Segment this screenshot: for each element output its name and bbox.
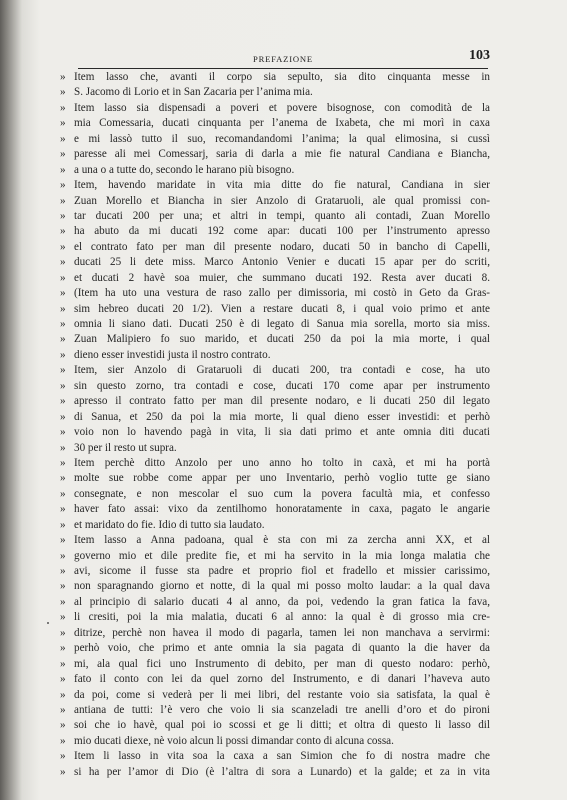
text-line [60,101,490,116]
text-line [60,657,490,672]
text-line [60,595,490,610]
guillemet-marker: » [60,626,66,639]
text-line [60,394,490,409]
text-line [60,471,490,486]
text-line [60,132,490,147]
text-line [60,85,490,100]
guillemet-marker: » [60,456,66,469]
guillemet-marker: » [60,209,66,222]
line-text: avi, sicome il fusse sta padre et proprio fiol et fradello et missier carissimo, [74,565,490,577]
text-line [60,425,490,440]
text-line [60,672,490,687]
line-text: ha abuto da mi ducati 192 come apar: ducati 100 per l’instrumento apresso [74,225,490,238]
text-line [60,163,490,178]
line-text: mio ducati diexe, nè voio alcun li possi dimandar conto di alcuna cossa. [74,734,394,747]
text-line [60,240,490,255]
line-text: 30 per il resto ut supra. [74,441,177,454]
line-text: Item li lasso in vita soa la caxa a san Simion che fo di nostra madre che [74,750,490,763]
guillemet-marker: » [60,673,66,686]
guillemet-marker: » [60,256,66,269]
line-text: et maridato do fie. Idio di tutto sia laudato. [74,518,265,531]
text-line [60,487,490,502]
guillemet-marker: » [60,657,66,670]
guillemet-marker: » [60,348,66,361]
line-text: fato il conto con lei da quel zorno del Instrumento, e di danari l’haveva auto [74,673,490,686]
text-line [60,688,490,703]
text-line [60,765,490,780]
running-header [78,48,488,69]
text-line [60,456,490,471]
line-text: haver fato assai: vixo da zentilhomo honoratamente in caxa, pagato le angarie [74,503,490,516]
text-line [60,610,490,625]
text-line [60,286,490,301]
line-text: consegnate, e non mescolar el suo cum la povera facultà mia, et confesso [74,487,490,500]
running-title: PREFAZIONE [253,54,313,64]
line-text: da poi, come si vederà per li mei libri, del restante voio sia satisfata, la qual è [74,688,490,701]
line-text: e mi lassò tutto il suo, recomandandomi l’anima; la qual elimosina, si cussì [74,132,490,145]
line-text: si ha per l’amor di Dio (è l’altra di sora a Lunardo) et la galde; et za in vita [74,765,490,778]
line-text: di Sanua, et 250 da poi la mia morte, li qual dieno esser investidi: et perhò [74,410,490,423]
line-text: S. Jacomo di Lorio et in San Zacaria per l’anima mia. [74,86,313,99]
line-text: omnia li siano dati. Ducati 250 è di legato di Sanua mia sorella, morto sia miss. [74,318,490,330]
line-text: paresse ali mei Comessarj, saria di darla a mie fie natural Candiana e Biancha, [74,148,490,161]
text-line [60,317,490,332]
text-line [60,549,490,564]
line-text: Item, havendo maridate in vita mia ditte do fie natural, Candiana in sier [74,179,490,192]
guillemet-marker: » [60,534,66,547]
text-line [60,734,490,749]
guillemet-marker: » [60,734,66,747]
line-text: molte sue robbe come appar per uno Inventario, perhò voglio tutte ge siano [74,472,490,485]
guillemet-marker: » [60,163,66,176]
line-text: Item lasso che, avanti il corpo sia sepulto, sia dito cinquanta messe in [74,71,490,83]
guillemet-marker: » [60,410,66,423]
guillemet-marker: » [60,318,66,330]
line-text: sim hebreo ducati 20 1/2). Vien a restare ducati 8, i qual voio primo et ante [74,302,490,315]
text-line [60,564,490,579]
line-text: et ducati 2 havè soa muier, che summano ducati 192. Resta aver ducati 8. [74,271,490,284]
line-text: Item lasso a Anna padoana, qual è sta con mi za zercha anni XX, et al [74,534,490,547]
text-line [60,502,490,517]
guillemet-marker: » [60,472,66,485]
line-text: (Item ha uto una vestura de raso zallo per dimissoria, mi costò in Geto da Gras- [74,287,490,300]
guillemet-marker: » [60,117,66,130]
guillemet-marker: » [60,688,66,701]
line-text: soi che io havè, qual poi io scossi et ge li ditti; et oltra di questo li lasso dil [74,719,490,732]
guillemet-marker: » [60,487,66,500]
line-text: dieno esser investidi justa il nostro contrato. [74,348,271,361]
line-text: al principio di salario ducati 4 al anno, da poi, vedendo la gran fatica la fava, [74,595,490,608]
line-text: Zuan Morello et Biancha in sier Anzolo di Grataruoli, ale qual promissi con- [74,194,490,207]
guillemet-marker: » [60,565,66,577]
text-line [60,410,490,425]
text-line [60,224,490,239]
guillemet-marker: » [60,750,66,763]
guillemet-marker: » [60,86,66,99]
guillemet-marker: » [60,333,66,346]
guillemet-marker: » [60,240,66,253]
guillemet-marker: » [60,580,66,593]
text-line [60,332,490,347]
text-line [60,518,490,533]
text-line [60,348,490,363]
line-text: Zuan Malipiero fo suo marido, et ducati 250 da poi la mia morte, i qual [74,333,490,346]
guillemet-marker: » [60,364,66,377]
guillemet-marker: » [60,703,66,716]
line-text: perhò voio, che primo et ante omnia la sia pagata di quanto la die haver da [74,642,490,655]
text-line [60,626,490,641]
text-line [60,703,490,718]
guillemet-marker: » [60,287,66,300]
line-text: ducati 25 li dete miss. Marco Antonio Venier e ducati 15 apar per do scriti, [74,256,490,269]
guillemet-marker: » [60,441,66,454]
line-text: li cresiti, poi la mia malatia, ducati 6 al anno: la qual è di grosso mia cre- [74,611,490,624]
guillemet-marker: » [60,179,66,192]
line-text: mia Comessaria, ducati cinquanta per l’anema de Ixabeta, che mi morì in caxa [74,117,490,130]
line-text: a una o a tutte do, secondo le harano più bisogno. [74,163,295,176]
text-line [60,178,490,193]
guillemet-marker: » [60,194,66,207]
line-text: antiana de tutti: l’è vero che voio li sia scanzeladi tre anelli d’oro et do pironi [74,703,490,716]
ink-speck [47,622,49,624]
guillemet-marker: » [60,611,66,624]
text-line [60,209,490,224]
text-line [60,147,490,162]
guillemet-marker: » [60,379,66,392]
line-text: mi, ala qual fici uno Instrumento di debito, per man di questo nodaro: perhò, [74,657,490,670]
guillemet-marker: » [60,395,66,408]
line-text: ditrize, perchè non havea il modo di pagarla, tamen lei non manchava a servirmi: [74,626,490,639]
line-text: Item lasso sia dispensadi a poveri et povere bisognose, con comodità de la [74,101,490,114]
guillemet-marker: » [60,549,66,562]
text-line [60,579,490,594]
body-text [60,70,490,780]
text-line [60,70,490,85]
guillemet-marker: » [60,148,66,161]
text-line [60,271,490,286]
page-number: 103 [469,48,490,63]
text-line [60,379,490,394]
line-text: Item, sier Anzolo di Grataruoli di ducati 200, tra contadi e cose, ha uto [74,364,490,377]
guillemet-marker: » [60,426,66,439]
text-line [60,718,490,733]
line-text: voio non lo havendo pagà in vita, li sia dati primo et ante omnia diti ducati [74,426,490,439]
text-line [60,116,490,131]
guillemet-marker: » [60,71,66,83]
line-text: el contrato fato per man dil presente nodaro, ducati 50 in bancho di Capelli, [74,240,490,253]
text-line [60,641,490,656]
guillemet-marker: » [60,101,66,114]
guillemet-marker: » [60,503,66,516]
guillemet-marker: » [60,518,66,531]
text-line [60,302,490,317]
guillemet-marker: » [60,595,66,608]
text-line [60,255,490,270]
book-page [22,0,567,800]
text-line [60,749,490,764]
text-line [60,363,490,378]
line-text: Item perchè ditto Anzolo per uno anno ho tolto in caxà, et mi ha portà [74,456,490,469]
guillemet-marker: » [60,642,66,655]
guillemet-marker: » [60,719,66,732]
guillemet-marker: » [60,302,66,315]
text-line [60,194,490,209]
guillemet-marker: » [60,765,66,778]
guillemet-marker: » [60,132,66,145]
line-text: governo mio et dile predite fie, et mi ha servito in la mia longa malatia che [74,549,490,562]
guillemet-marker: » [60,225,66,238]
line-text: apresso il contrato fatto per man dil presente nodaro, e li ducati 250 dil legato [74,395,490,408]
text-line [60,533,490,548]
line-text: tar ducati 200 per una; et altri in tempi, quanto ali contadi, Zuan Morello [74,209,490,222]
line-text: non sparagnando giorno et notte, di la qual mi posso molto laudar: a la qual dava [74,580,490,593]
line-text: sin questo zorno, tra contadi e cose, ducati 170 come apar per instrumento [74,379,490,392]
text-line [60,441,490,456]
guillemet-marker: » [60,271,66,284]
